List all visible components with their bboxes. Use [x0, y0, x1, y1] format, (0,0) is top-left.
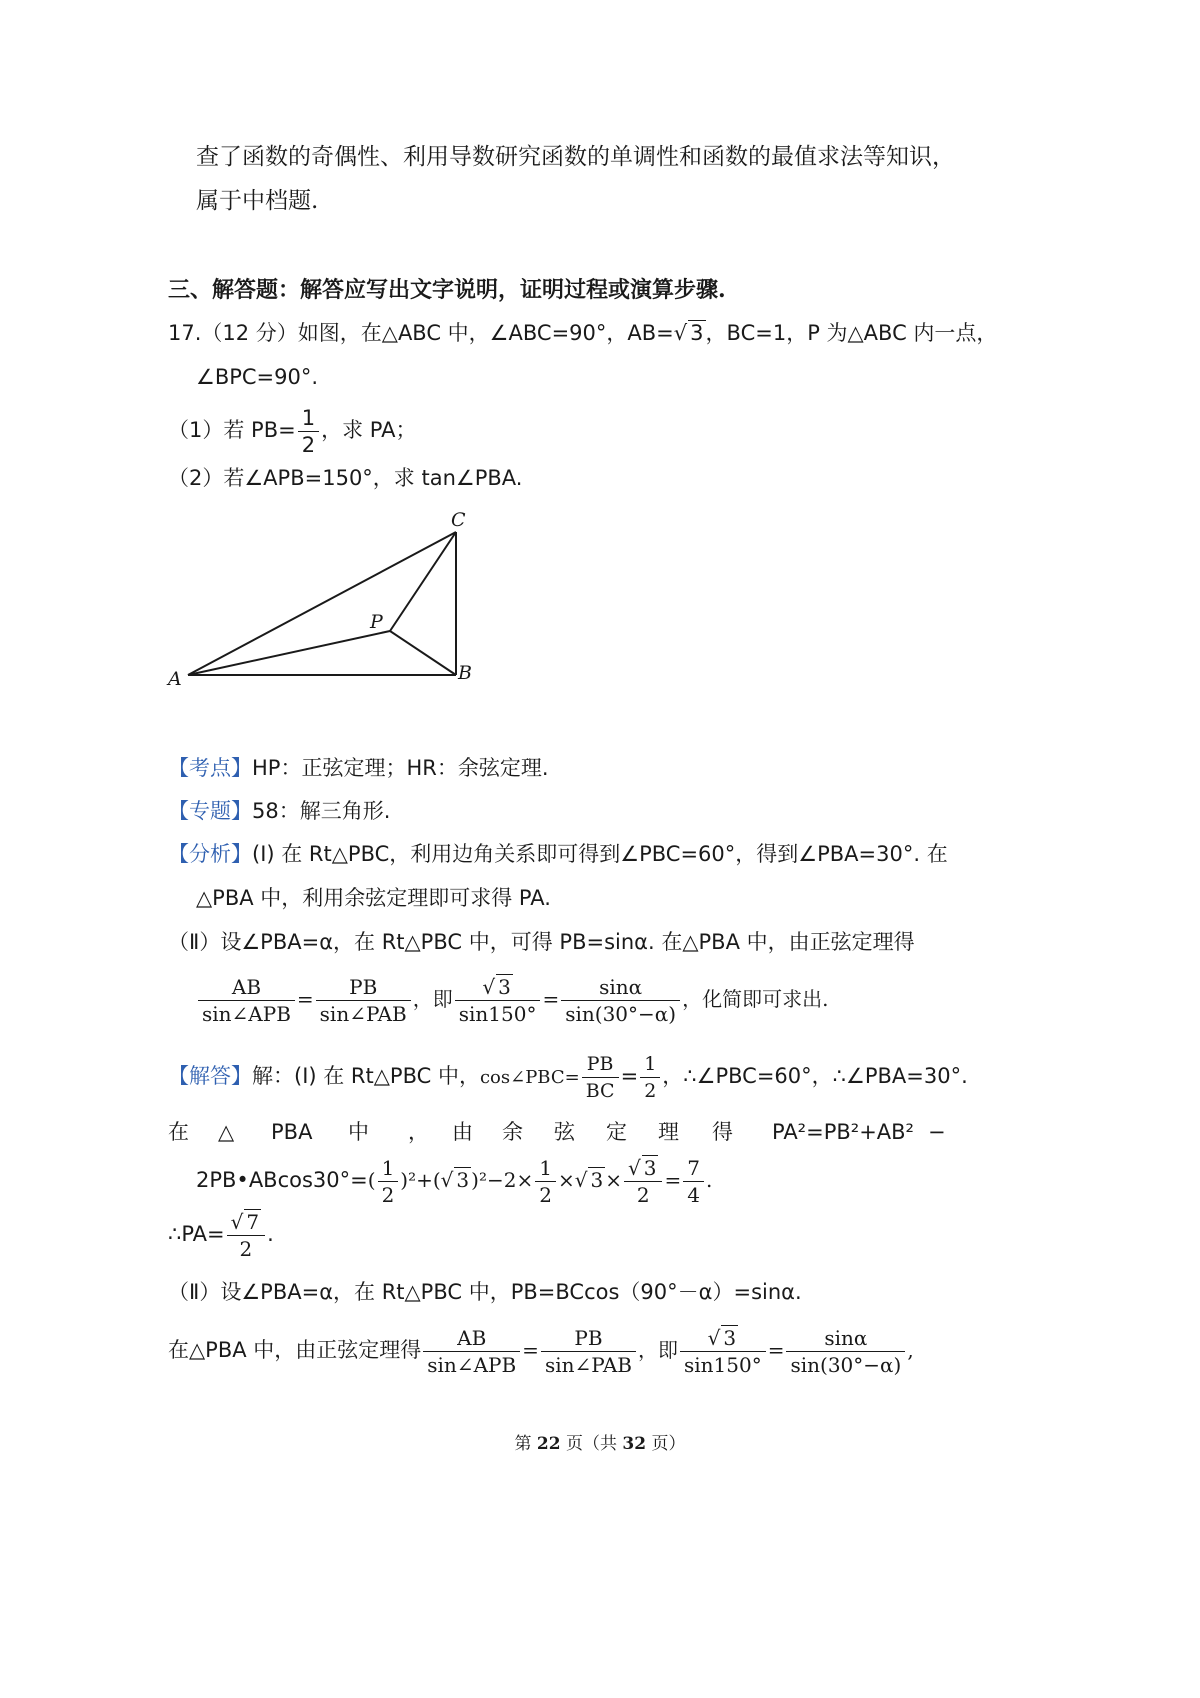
footer-prefix: 第 — [514, 1434, 537, 1454]
jieda-text-a: 解：(Ⅰ) 在 Rt△PBC 中， — [252, 1064, 480, 1088]
jieda-l3-text: 2PB•ABcos30°= — [196, 1168, 368, 1192]
q1-text-a: （1）若 PB= — [168, 418, 296, 442]
frac-sina-over-sin30 — [786, 1325, 905, 1378]
word: 余 — [502, 1120, 523, 1144]
frac-num: √ 3 — [624, 1155, 662, 1182]
word: 弦 — [554, 1120, 575, 1144]
frac-sqrt3-over-2 — [624, 1155, 662, 1208]
kaodian-text: HP：正弦定理；HR：余弦定理. — [252, 756, 549, 780]
frac-num: 1 — [378, 1155, 399, 1182]
problem-text-b: ，BC=1，P 为△ABC 内一点， — [705, 321, 998, 345]
frac-num: √ 3 — [680, 1325, 766, 1352]
frac-den: sin(30°−α) — [565, 1002, 677, 1026]
q1-fraction — [298, 405, 319, 458]
page-footer — [0, 1430, 1200, 1458]
zhuanti-line — [168, 797, 390, 825]
fenxi-line-3: （Ⅱ）设∠PBA=α，在 Rt△PBC 中，可得 PB=sinα. 在△PBA 中，由正弦定理得 — [168, 930, 915, 954]
word: △ — [218, 1120, 235, 1144]
frac-num: 1 — [640, 1051, 660, 1078]
jieda-line-1: 【解答】解：(Ⅰ) 在 Rt△PBC 中，cos∠PBC= $\frac{PB}{BC}$ = $\frac{1}{2}$ ，∴∠PBC=60°，∴∠PBA=30°. — [168, 1052, 968, 1102]
frac-den: 2 — [636, 1183, 650, 1207]
sqrt-7: 7 — [246, 1209, 260, 1234]
jieda-line-4: ∴PA= $\frac{√ 7}{2}$ . — [168, 1209, 274, 1261]
frac-num: sinα — [786, 1325, 905, 1352]
label-p: P — [370, 611, 383, 633]
minus-sign: − — [928, 1120, 946, 1144]
footer-page-number: 22 — [536, 1434, 561, 1454]
frac-num: √ 3 — [455, 974, 541, 1001]
frac-den: sin(30°−α) — [790, 1353, 902, 1377]
fenxi-text-1: (Ⅰ) 在 Rt△PBC，利用边角关系即可得到∠PBC=60°，得到∠PBA=30°. 在 — [252, 842, 948, 866]
edge-pb — [390, 631, 456, 675]
word: 得 — [712, 1120, 733, 1144]
frac-den: BC — [585, 1079, 615, 1102]
jieda-line-6 — [168, 1322, 914, 1378]
frac-1-over-2 — [640, 1051, 660, 1104]
ji-text: ，即 — [412, 987, 453, 1011]
frac-den: sin∠PAB — [544, 1353, 632, 1377]
sqrt-symbol: √ — [673, 321, 688, 345]
frac-den: 2 — [644, 1079, 657, 1102]
l3-expression: ( $\frac{1}{2}$ )²+(√ 3 )²−2× $\frac{1}{2}$ ×√ 3 × $\frac{√ 3}{2}$ = $\frac{7}{4}$ . — [367, 1156, 713, 1207]
sqrt-3: 3 — [498, 975, 511, 999]
sqrt-3: 3 — [723, 1326, 737, 1350]
word: 理 — [658, 1120, 679, 1144]
sqrt-3: 3 — [590, 1168, 604, 1192]
kaodian-tag: 【考点】 — [168, 756, 252, 780]
q1-den: 2 — [301, 432, 316, 457]
zhuanti-text: 58：解三角形. — [252, 799, 391, 823]
intro-line-2: 属于中档题. — [196, 188, 319, 214]
frac-pb-over-sinpab — [541, 1325, 636, 1378]
frac-half — [378, 1155, 399, 1208]
jieda-tag: 【解答】 — [168, 1064, 252, 1088]
edge-ac — [188, 532, 456, 675]
cos-label: cos∠PBC= — [479, 1067, 580, 1088]
jieda-text-b: ，∴∠PBC=60°，∴∠PBA=30°. — [662, 1064, 968, 1088]
word: 定 — [606, 1120, 627, 1144]
question-1 — [168, 404, 416, 458]
frac-sqrt3-over-sin150 — [455, 974, 541, 1027]
l6-formula: $\frac{AB}{\text{sin∠APB}}$ = $\frac{PB}{\text{sin∠PAB}}$ ，即 $\frac{√ 3}{\sin 150^\circ}$ = $\frac{\sin\alpha}{\sin(30^\circ-\alpha)}$ , — [421, 1338, 913, 1362]
problem-text-a: 17.（12 分）如图，在△ABC 中，∠ABC=90°，AB= — [168, 321, 674, 345]
frac-den: 4 — [687, 1183, 700, 1207]
word: 中 — [348, 1120, 369, 1144]
frac-num: √ 7 — [227, 1209, 265, 1236]
footer-mid: 页（共 — [560, 1434, 623, 1454]
frac-sina-over-sin30 — [561, 974, 680, 1027]
q1-text-b: ，求 PA； — [321, 418, 417, 442]
fenxi-line-2: △PBA 中，利用余弦定理即可求得 PA. — [196, 886, 551, 910]
frac-den: sin∠APB — [202, 1002, 291, 1026]
edge-pa — [188, 631, 390, 675]
frac-den: sin150° — [458, 1002, 537, 1026]
frac-num: AB — [198, 974, 295, 1001]
zhuanti-tag: 【专题】 — [168, 799, 252, 823]
frac-num: sinα — [561, 974, 680, 1001]
fenxi-line-1 — [168, 840, 948, 868]
word: 在 — [168, 1120, 189, 1144]
problem-line-2: ∠BPC=90°. — [196, 365, 319, 389]
pa-result-label: ∴PA= — [168, 1222, 225, 1246]
intro-line-1: 查了函数的奇偶性、利用导数研究函数的单调性和函数的最值求法等知识， — [196, 144, 955, 170]
sqrt-3: 3 — [690, 321, 704, 345]
footer-total-pages: 32 — [622, 1434, 647, 1454]
jieda-l6-text: 在△PBA 中，由正弦定理得 — [168, 1338, 422, 1362]
frac-den: 2 — [381, 1183, 395, 1207]
frac-den: 2 — [539, 1183, 552, 1207]
pa-equation: PA²=PB²+AB² — [772, 1120, 914, 1144]
label-a: A — [168, 668, 182, 690]
tail-text: ，化简即可求出. — [682, 987, 829, 1011]
frac-num: PB — [541, 1325, 636, 1352]
fenxi-formula — [196, 974, 828, 1027]
word: ， — [408, 1120, 429, 1144]
sqrt-3: 3 — [456, 1168, 470, 1192]
problem-line-1 — [168, 319, 997, 347]
ji-text: ，即 — [638, 1338, 678, 1362]
label-c: C — [451, 509, 466, 531]
frac-half — [535, 1155, 556, 1208]
frac-den: 2 — [239, 1236, 253, 1261]
frac-num: 1 — [535, 1155, 556, 1182]
frac-sqrt3-over-sin150 — [680, 1325, 766, 1378]
frac-pb-over-bc — [582, 1051, 619, 1104]
frac-num: AB — [423, 1325, 520, 1352]
frac-den: sin∠APB — [427, 1353, 517, 1377]
section-heading: 三、解答题：解答应写出文字说明，证明过程或演算步骤. — [168, 277, 726, 303]
eq-sign: = — [542, 987, 560, 1011]
question-2: （2）若∠APB=150°，求 tan∠PBA. — [168, 466, 523, 490]
eq-sign: = — [296, 987, 314, 1011]
frac-num: 7 — [683, 1155, 704, 1182]
fenxi-tag: 【分析】 — [168, 842, 252, 866]
frac-num: PB — [582, 1051, 619, 1078]
jieda-line-3 — [196, 1154, 712, 1208]
frac-ab-over-sinapb — [198, 974, 295, 1027]
word: PBA — [271, 1120, 313, 1144]
frac-7-over-4 — [683, 1155, 704, 1208]
sqrt-3: 3 — [643, 1156, 657, 1180]
label-b: B — [458, 662, 472, 684]
frac-sqrt7-over-2 — [227, 1209, 265, 1262]
frac-ab-over-sinapb — [423, 1325, 520, 1378]
frac-den: sin∠PAB — [319, 1002, 407, 1026]
frac-pb-over-sinpab — [316, 974, 411, 1027]
kaodian-line — [168, 754, 549, 782]
frac-num: PB — [316, 974, 411, 1001]
jieda-line-5: （Ⅱ）设∠PBA=α，在 Rt△PBC 中，PB=BCcos（90°－α）=sinα. — [168, 1280, 802, 1304]
edge-pc — [390, 532, 456, 631]
word: 由 — [452, 1120, 473, 1144]
triangle-figure — [160, 505, 500, 695]
footer-suffix: 页） — [646, 1434, 686, 1454]
frac-den: sin150° — [684, 1353, 762, 1377]
q1-num: 1 — [298, 405, 319, 432]
